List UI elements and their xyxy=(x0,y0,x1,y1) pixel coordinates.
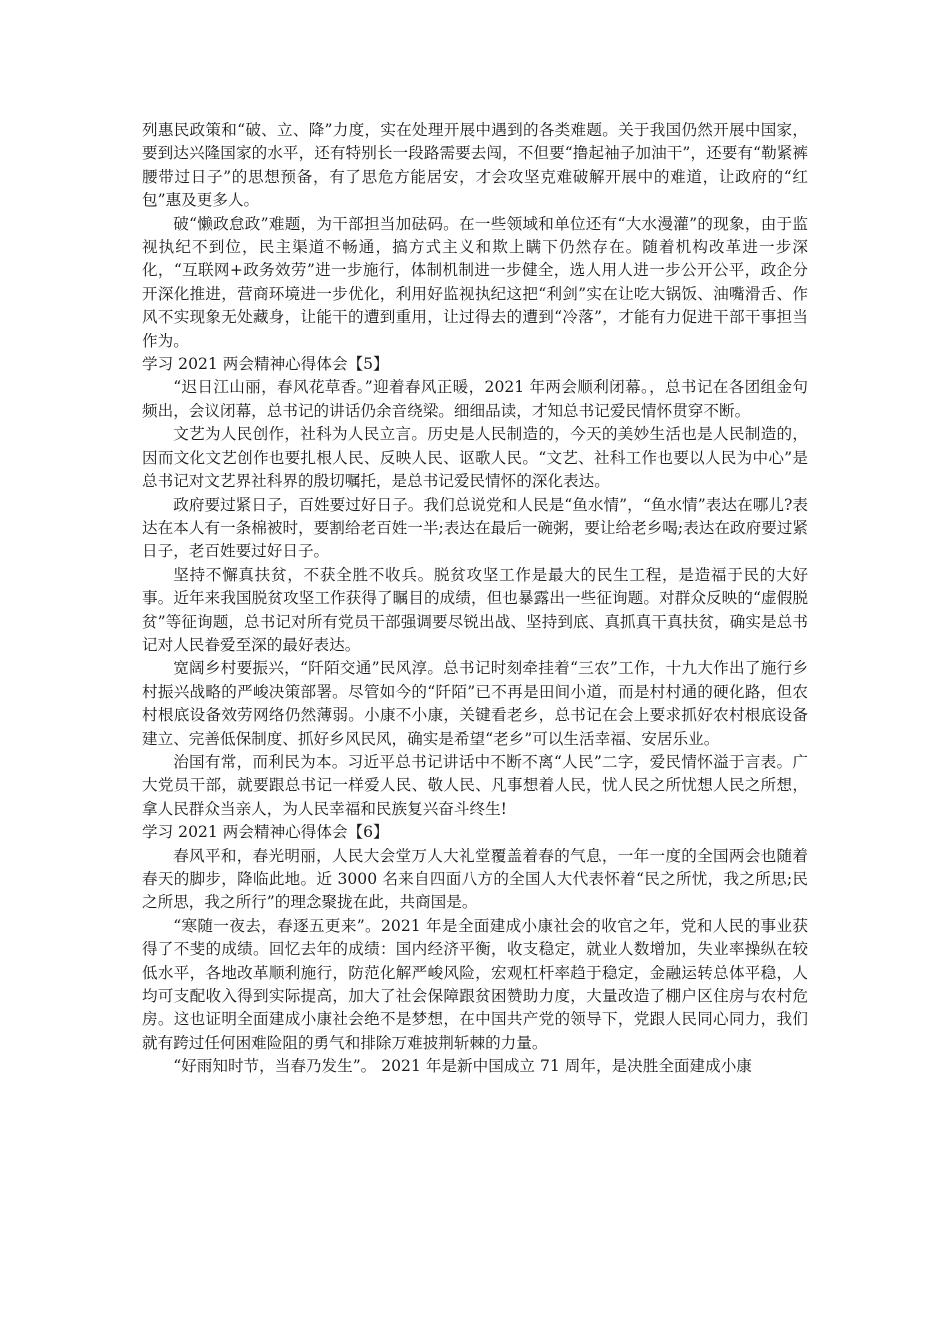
section-heading: 学习 2021 两会精神心得体会【6】 xyxy=(142,823,389,842)
paragraph: 春风平和，春光明丽，人民大会堂万人大礼堂覆盖着春的气息，一年一度的全国两会也随着春天的脚步，降临此地。近 3000 名来自四面八方的全国人大代表怀着“民之所忧，我之所思;民之所思，我之所行”的理念聚拢在此，共商国是。 xyxy=(142,846,808,912)
paragraph: 列惠民政策和“破、立、降”力度，实在处理开展中遇到的各类难题。关于我国仍然开展中国家，要到达兴隆国家的水平，还有特别长一段路需要去闯，不但要“撸起袖子加油干”，还要有“勒紧裤腰带过日子”的思想预备，有了思危方能居安，才会攻坚克难破解开展中的难道，让政府的“红包”惠及更多人。 xyxy=(142,121,808,210)
paragraph: 破“懒政怠政”难题，为干部担当加砝码。在一些领域和单位还有“大水漫灌”的现象，由于监视执纪不到位，民主渠道不畅通，搞方式主义和欺上瞒下仍然存在。随着机构改革进一步深化，“互联网+政务效劳”进一步施行，体制机制进一步健全，选人用人进一步公开公平，政企分开深化推进，营商环境进一步优化，利用好监视执纪这把“利剑”实在让吃大锅饭、油嘴滑舌、作风不实现象无处藏身，让能干的遭到重用，让过得去的遭到“冷落”，才能有力促进干部干事担当作为。 xyxy=(142,214,808,350)
paragraph: 文艺为人民创作，社科为人民立言。历史是人民制造的，今天的美妙生活也是人民制造的，因而文化文艺创作也要扎根人民、反映人民、讴歌人民。“文艺、社科工作也要以人民为中心”是总书记对文艺界社科界的殷切嘱托，是总书记爱民情怀的深化表达。 xyxy=(142,425,808,491)
paragraph: 宽阔乡村要振兴，“阡陌交通”民风淳。总书记时刻牵挂着“三农”工作，十九大作出了施行乡村振兴战略的严峻决策部署。尽管如今的“阡陌”已不再是田间小道，而是村村通的硬化路，但农村根底设备效劳网络仍然薄弱。小康不小康，关键看老乡，总书记在会上要求抓好农村根底设备建立、完善低保制度、抓好乡风民风，确实是希望“老乡”可以生活幸福、安居乐业。 xyxy=(142,659,808,748)
paragraph: 治国有常，而利民为本。习近平总书记讲话中不断不离“人民”二字，爱民情怀溢于言表。广大党员干部，就要跟总书记一样爱人民、敬人民、凡事想着人民，忧人民之所忧想人民之所想，拿人民群众当亲人，为人民幸福和民族复兴奋斗终生! xyxy=(142,752,808,818)
paragraph: 坚持不懈真扶贫，不获全胜不收兵。脱贫攻坚工作是最大的民生工程，是造福于民的大好事。近年来我国脱贫攻坚工作获得了瞩目的成绩，但也暴露出一些征询题。对群众反映的“虚假脱贫”等征询题，总书记对所有党员干部强调要尽锐出战、坚持到底、真抓真干真扶贫，确实是总书记对人民眷爱至深的最好表达。 xyxy=(142,565,808,654)
document-body xyxy=(142,119,808,1079)
paragraph: “寒随一夜去，春逐五更来”。2021 年是全面建成小康社会的收官之年，党和人民的事业获得了不斐的成绩。回忆去年的成绩：国内经济平衡，收支稳定，就业人数增加，失业率操纵在较低水平，各地改革顺利施行，防范化解严峻风险，宏观杠杆率趋于稳定，金融运转总体平稳，人均可支配收入得到实际提高，加大了社会保障跟贫困赞助力度，大量改造了棚户区住房与农村危房。这也证明全面建成小康社会绝不是梦想，在中国共产党的领导下，党跟人民同心同力，我们就有跨过任何困难险阻的勇气和排除万难披荆斩棘的力量。 xyxy=(142,916,808,1052)
paragraph: 政府要过紧日子，百姓要过好日子。我们总说党和人民是“鱼水情”，“鱼水情”表达在哪儿?表达在本人有一条棉被时，要割给老百姓一半;表达在最后一碗粥，要让给老乡喝;表达在政府要过紧日子，老百姓要过好日子。 xyxy=(142,495,808,561)
paragraph: “迟日江山丽，春风花草香。”迎着春风正暖，2021 年两会顺利闭幕。，总书记在各团组金句频出，会议闭幕，总书记的讲话仍余音绕梁。细细品读，才知总书记爱民情怀贯穿不断。 xyxy=(142,378,808,420)
section-heading: 学习 2021 两会精神心得体会【5】 xyxy=(142,355,389,374)
paragraph: “好雨知时节，当春乃发生”。 2021 年是新中国成立 71 周年，是决胜全面建成小康 xyxy=(173,1057,752,1076)
